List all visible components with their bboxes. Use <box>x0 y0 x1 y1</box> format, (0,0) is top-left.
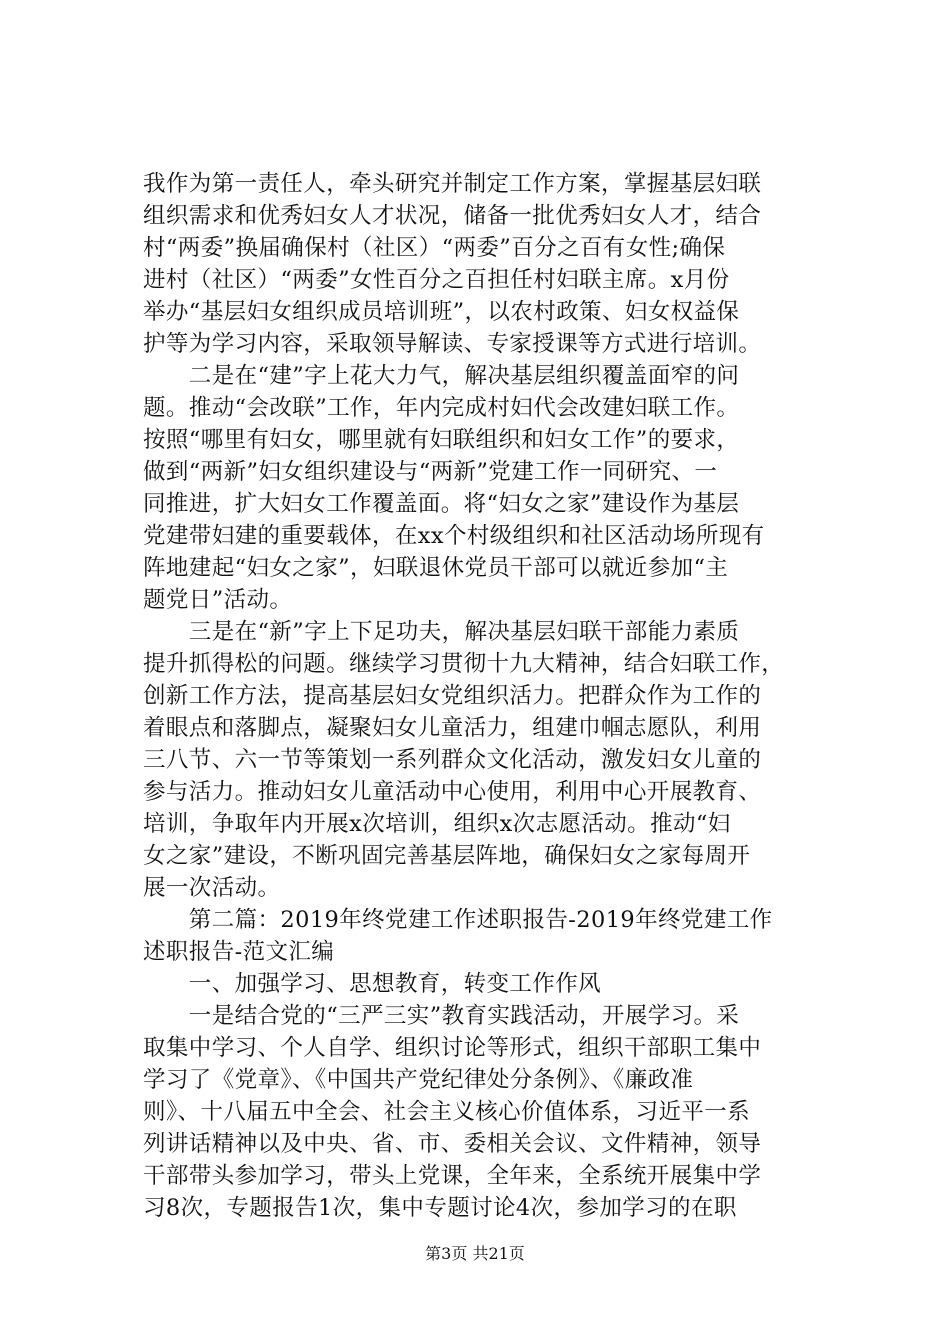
text-line: 同推进，扩大妇女工作覆盖面。将“妇女之家”建设作为基层 <box>143 491 740 517</box>
text-line: 提升抓得松的问题。继续学习贯彻十九大精神，结合妇联工作， <box>143 651 785 677</box>
text-line: 参与活力。推动妇女儿童活动中心使用，利用中心开展教育、 <box>143 779 762 805</box>
text-line: 党建带妇建的重要载体，在xx个村级组织和社区活动场所现有 <box>143 523 765 549</box>
text-line: 展一次活动。 <box>143 875 281 901</box>
text-line: 创新工作方法，提高基层妇女党组织活力。把群众作为工作的 <box>143 683 762 709</box>
text-line: 三是在“新”字上下足功夫，解决基层妇联干部能力素质 <box>143 619 740 645</box>
document-body <box>143 168 833 1224</box>
text-line: 一是结合党的“三严三实”教育实践活动，开展学习。采 <box>143 1003 740 1029</box>
text-line: 女之家”建设，不断巩固完善基层阵地，确保妇女之家每周开 <box>143 843 751 869</box>
text-line: 护等为学习内容，采取领导解读、专家授课等方式进行培训。 <box>143 331 762 357</box>
text-line: 干部带头参加学习，带头上党课，全年来，全系统开展集中学 <box>143 1163 762 1189</box>
page-number-footer: 第3页 共21页 <box>425 1244 525 1263</box>
text-line: 阵地建起“妇女之家”，妇联退休党员干部可以就近参加“主 <box>143 555 729 581</box>
text-line: 我作为第一责任人，牵头研究并制定工作方案，掌握基层妇联 <box>143 171 762 197</box>
text-line: 组织需求和优秀妇女人才状况，储备一批优秀妇女人才，结合 <box>143 203 762 229</box>
text-line: 取集中学习、个人自学、组织讨论等形式，组织干部职工集中 <box>143 1035 762 1061</box>
text-line: 二是在“建”字上花大力气，解决基层组织覆盖面窄的问 <box>143 363 740 389</box>
text-line: 则》、十八届五中全会、社会主义核心价值体系，习近平一系 <box>143 1099 751 1125</box>
text-line: 习8次，专题报告1次，集中专题讨论4次，参加学习的在职 <box>143 1195 737 1221</box>
text-line: 三八节、六一节等策划一系列群众文化活动，激发妇女儿童的 <box>143 747 762 773</box>
text-line: 着眼点和落脚点，凝聚妇女儿童活力，组建巾帼志愿队，利用 <box>143 715 762 741</box>
text-line: 题党日”活动。 <box>143 587 293 613</box>
text-line: 培训，争取年内开展x次培训，组织x次志愿活动。推动“妇 <box>143 811 731 837</box>
text-line: 述职报告-范文汇编 <box>143 939 335 965</box>
text-line: 第二篇：2019年终党建工作述职报告-2019年终党建工作 <box>143 907 773 933</box>
text-line: 按照“哪里有妇女，哪里就有妇联组织和妇女工作”的要求， <box>143 427 740 453</box>
text-line: 题。推动“会改联”工作，年内完成村妇代会改建妇联工作。 <box>143 395 740 421</box>
text-line: 做到“两新”妇女组织建设与“两新”党建工作一同研究、一 <box>143 459 718 485</box>
text-line: 列讲话精神以及中央、省、市、委相关会议、文件精神，领导 <box>143 1131 762 1157</box>
text-line: 一、加强学习、思想教育，转变工作作风 <box>143 971 602 997</box>
text-line: 学习了《党章》、《中国共产党纪律处分条例》、《廉政准 <box>143 1067 694 1093</box>
text-line: 进村（社区）“两委”女性百分之百担任村妇联主席。x月份 <box>143 267 730 293</box>
text-line: 举办“基层妇女组织成员培训班”，以农村政策、妇女权益保 <box>143 299 740 325</box>
text-line: 村“两委”换届确保村（社区）“两委”百分之百有女性;确保 <box>143 235 726 261</box>
